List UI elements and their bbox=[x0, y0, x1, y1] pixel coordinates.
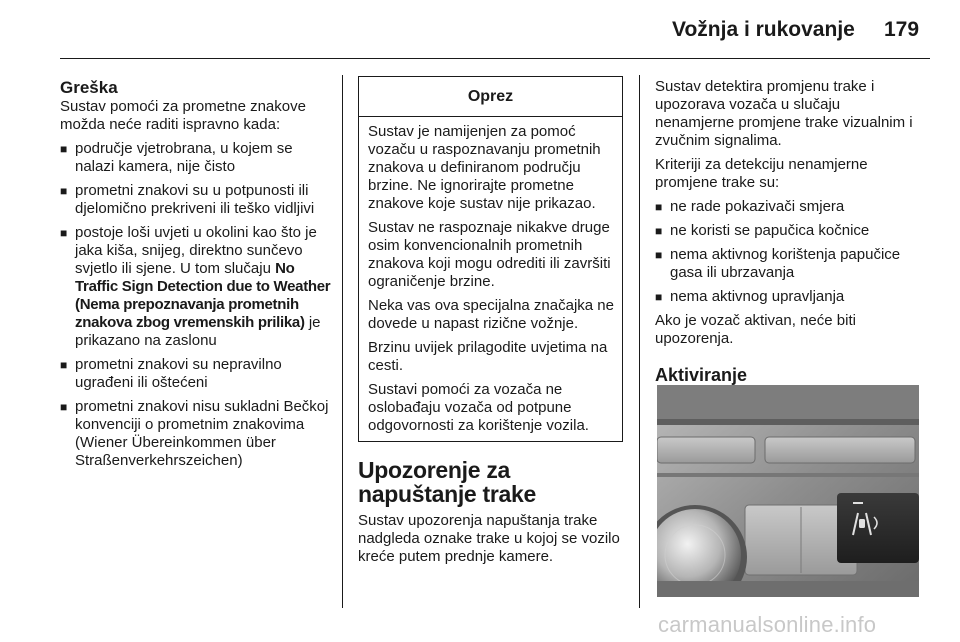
caution-paragraph: Sustav ne raspoznaje nikakve druge osim konvencionalnih prometnih znakova koji mogu odrediti ili završiti ograničenje brzine. bbox=[368, 219, 611, 290]
column-2 bbox=[358, 78, 623, 572]
list-item: ■ postoje loši uvjeti u okolini kao što je jaka kiša, snijeg, direktno sunčevo svjetlo ili sjene. U tom slučaju No Traffic Sign Detection due to Weather (Nema prepoznavanja prometnih znakova zbog vremenskih prilika) je prikazano na zaslonu bbox=[60, 224, 331, 349]
list-item: ■ nema aktivnog korištenja papučice gasa ili ubrzavanja bbox=[655, 246, 901, 281]
caution-box bbox=[358, 76, 623, 442]
column-divider-right bbox=[639, 75, 640, 608]
page-header bbox=[0, 0, 960, 60]
lane-departure-intro: Sustav upozorenja napuštanja trake nadgleda oznake trake u kojoj se vozilo kreće putem prednje kamere. bbox=[358, 512, 620, 565]
bullet-square-icon: ■ bbox=[655, 224, 663, 238]
page-header-title: Vožnja i rukovanje bbox=[672, 18, 855, 41]
list-item: ■ ne koristi se papučica kočnice bbox=[655, 222, 870, 239]
column-3 bbox=[655, 78, 920, 386]
column-1 bbox=[60, 78, 332, 476]
section-heading-greska: Greška bbox=[60, 78, 118, 97]
lane-detection-intro: Sustav detektira promjenu trake i upozorava vozača u slučaju nenamjerne promjene trake vizualnim i zvučnim signalima. bbox=[655, 78, 913, 149]
list-item: ■ prometni znakovi su u potpunosti ili djelomično prekriveni ili teško vidljivi bbox=[60, 182, 315, 217]
display-message: No Traffic Sign Detection due to Weather (Nema prepoznavanja prometnih znakova zbog vremenskih prilika) bbox=[75, 260, 331, 331]
bullet-square-icon: ■ bbox=[655, 290, 663, 304]
dashboard-switch-illustration bbox=[657, 385, 919, 597]
caution-paragraph: Sustav je namijenjen za pomoć vozaču u raspoznavanju prometnih znakova u definiranom području brzine. Ne ignorirajte prometne znakove koje sustav nije prikazao. bbox=[368, 123, 601, 212]
list-item: ■ područje vjetrobrana, u kojem se nalazi kamera, nije čisto bbox=[60, 140, 293, 175]
page-number: 179 bbox=[884, 18, 920, 41]
bullet-square-icon: ■ bbox=[60, 184, 68, 198]
column-divider-left bbox=[342, 75, 343, 608]
caution-body bbox=[359, 117, 622, 441]
bullet-square-icon: ■ bbox=[655, 248, 663, 262]
bullet-square-icon: ■ bbox=[655, 200, 663, 214]
list-item: ■ prometni znakovi nisu sukladni Bečkoj konvenciji o prometnim znakovima (Wiener Übereinkommen über Straßenverkehrszeichen) bbox=[60, 398, 329, 469]
footer-watermark: carmanualsonline.info bbox=[658, 612, 877, 637]
greska-intro: Sustav pomoći za prometne znakove možda neće raditi ispravno kada: bbox=[60, 98, 306, 133]
bullet-square-icon: ■ bbox=[60, 358, 68, 372]
bullet-square-icon: ■ bbox=[60, 142, 68, 156]
bullet-square-icon: ■ bbox=[60, 400, 68, 414]
caution-paragraph: Brzinu uvijek prilagodite uvjetima na cesti. bbox=[368, 339, 608, 374]
list-item: ■ ne rade pokazivači smjera bbox=[655, 198, 845, 215]
caution-paragraph: Sustavi pomoći za vozača ne oslobađaju vozača od potpune odgovornosti za korištenje vozila. bbox=[368, 381, 589, 434]
section-heading-lane-departure: Upozorenje za napuštanje trake bbox=[358, 457, 536, 507]
active-driver-note: Ako je vozač aktivan, neće biti upozorenja. bbox=[655, 312, 856, 347]
caution-title: Oprez bbox=[359, 77, 622, 117]
list-item: ■ prometni znakovi su nepravilno ugrađeni ili oštećeni bbox=[60, 356, 282, 391]
list-item: ■ nema aktivnog upravljanja bbox=[655, 288, 845, 305]
dashboard-switch-photo bbox=[657, 385, 919, 597]
greska-bullet-list bbox=[60, 140, 332, 470]
caution-paragraph: Neka vas ova specijalna značajka ne dovede u napast rizične vožnje. bbox=[368, 297, 614, 332]
bullet-square-icon: ■ bbox=[60, 226, 68, 240]
header-rule bbox=[60, 58, 930, 59]
section-heading-aktiviranje: Aktiviranje bbox=[655, 365, 748, 385]
criteria-intro: Kriteriji za detekciju nenamjerne promjene trake su: bbox=[655, 156, 868, 191]
criteria-bullet-list bbox=[655, 198, 920, 306]
